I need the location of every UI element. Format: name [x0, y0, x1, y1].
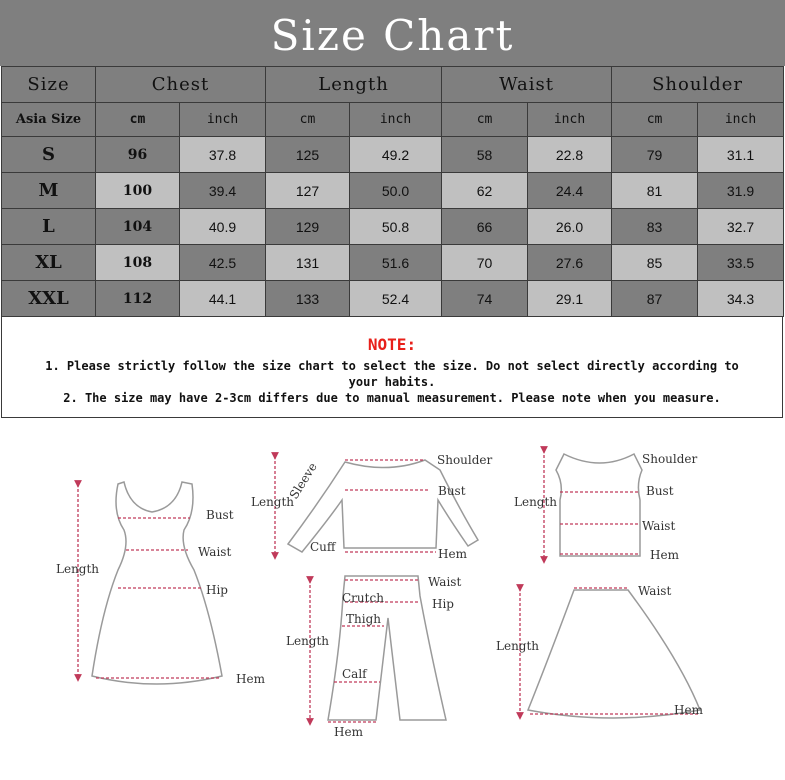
header-size: Size — [2, 67, 96, 103]
pants-length-label: Length — [286, 634, 330, 648]
measurement-diagrams-svg — [0, 420, 785, 776]
cell-waist-cm: 66 — [442, 209, 528, 245]
top-cuff-label: Cuff — [310, 540, 336, 554]
table-row — [2, 281, 784, 317]
cell-length-cm: 129 — [266, 209, 350, 245]
cell-shoulder-cm: 79 — [612, 137, 698, 173]
cell-size: XXL — [2, 281, 96, 317]
pants-thigh-label: Thigh — [346, 612, 381, 626]
cell-waist-cm: 70 — [442, 245, 528, 281]
cell-length-cm: 133 — [266, 281, 350, 317]
cell-chest-inch: 44.1 — [180, 281, 266, 317]
cell-length-inch: 52.4 — [350, 281, 442, 317]
cell-shoulder-inch: 31.1 — [698, 137, 784, 173]
dress-hip-label: Hip — [206, 583, 228, 597]
cell-length-inch: 50.8 — [350, 209, 442, 245]
cell-waist-inch: 29.1 — [528, 281, 612, 317]
cell-chest-inch: 39.4 — [180, 173, 266, 209]
subheader-unit: inch — [350, 103, 442, 137]
tank-outline — [556, 454, 642, 556]
tank-hem-label: Hem — [650, 548, 679, 562]
cell-shoulder-cm: 83 — [612, 209, 698, 245]
cell-length-cm: 131 — [266, 245, 350, 281]
table-subheader-row — [2, 103, 784, 137]
cell-length-cm: 127 — [266, 173, 350, 209]
page-title: Size Chart — [0, 0, 785, 66]
cell-size: XL — [2, 245, 96, 281]
table-row — [2, 137, 784, 173]
cell-shoulder-inch: 34.3 — [698, 281, 784, 317]
dress-waist-label: Waist — [198, 545, 232, 559]
pants-crutch-label: Crutch — [342, 591, 384, 605]
cell-length-inch: 51.6 — [350, 245, 442, 281]
pants-hip-label: Hip — [432, 597, 454, 611]
subheader-unit: inch — [698, 103, 784, 137]
dress-bust-label: Bust — [206, 508, 234, 522]
cell-waist-inch: 26.0 — [528, 209, 612, 245]
cell-shoulder-cm: 85 — [612, 245, 698, 281]
cell-waist-cm: 58 — [442, 137, 528, 173]
skirt-outline — [528, 590, 700, 718]
tank-length-label: Length — [514, 495, 558, 509]
subheader-unit: cm — [442, 103, 528, 137]
cell-shoulder-cm: 81 — [612, 173, 698, 209]
cell-size: S — [2, 137, 96, 173]
dress-hem-label: Hem — [236, 672, 265, 686]
header-chest: Chest — [96, 67, 266, 103]
subheader-unit: inch — [180, 103, 266, 137]
cell-length-cm: 125 — [266, 137, 350, 173]
note-line-1-cont: your habits. — [348, 375, 436, 389]
pants-waist-label: Waist — [428, 575, 462, 589]
cell-chest-inch: 37.8 — [180, 137, 266, 173]
dress-outline — [92, 482, 222, 684]
size-chart-table — [1, 66, 784, 317]
cell-chest-cm: 104 — [96, 209, 180, 245]
table-row — [2, 245, 784, 281]
top-outline — [288, 460, 478, 552]
cell-chest-cm: 96 — [96, 137, 180, 173]
top-shoulder-label: Shoulder — [437, 453, 493, 467]
cell-shoulder-inch: 31.9 — [698, 173, 784, 209]
cell-waist-inch: 24.4 — [528, 173, 612, 209]
cell-chest-inch: 42.5 — [180, 245, 266, 281]
cell-chest-cm: 100 — [96, 173, 180, 209]
top-sleeve-label: Sleeve — [286, 460, 320, 502]
measurement-diagrams — [0, 420, 785, 776]
tank-bust-label: Bust — [646, 484, 674, 498]
cell-size: M — [2, 173, 96, 209]
note-line-2: 2. The size may have 2-3cm differs due to manual measurement. Please note when you measure. — [63, 391, 721, 405]
cell-waist-inch: 22.8 — [528, 137, 612, 173]
subheader-unit: cm — [612, 103, 698, 137]
cell-chest-cm: 112 — [96, 281, 180, 317]
cell-length-inch: 50.0 — [350, 173, 442, 209]
cell-shoulder-inch: 32.7 — [698, 209, 784, 245]
tank-shoulder-label: Shoulder — [642, 452, 698, 466]
header-shoulder: Shoulder — [612, 67, 784, 103]
note-line-1: 1. Please strictly follow the size chart to select the size. Do not select directly according to — [45, 359, 739, 373]
cell-length-inch: 49.2 — [350, 137, 442, 173]
pants-hem-label: Hem — [334, 725, 363, 739]
subheader-unit: cm — [96, 103, 180, 137]
top-length-label: Length — [251, 495, 295, 509]
top-bust-label: Bust — [438, 484, 466, 498]
table-row — [2, 209, 784, 245]
header-waist: Waist — [442, 67, 612, 103]
note-box — [1, 316, 783, 418]
subheader-unit: cm — [266, 103, 350, 137]
cell-chest-inch: 40.9 — [180, 209, 266, 245]
cell-shoulder-cm: 87 — [612, 281, 698, 317]
skirt-hem-label: Hem — [674, 703, 703, 717]
table-row — [2, 173, 784, 209]
cell-waist-cm: 74 — [442, 281, 528, 317]
subheader-unit: inch — [528, 103, 612, 137]
pants-calf-label: Calf — [342, 667, 367, 681]
cell-waist-cm: 62 — [442, 173, 528, 209]
note-title: NOTE: — [367, 335, 417, 354]
table-header-row — [2, 67, 784, 103]
top-hem-label: Hem — [438, 547, 467, 561]
cell-shoulder-inch: 33.5 — [698, 245, 784, 281]
skirt-waist-label: Waist — [638, 584, 672, 598]
cell-chest-cm: 108 — [96, 245, 180, 281]
skirt-length-label: Length — [496, 639, 540, 653]
cell-size: L — [2, 209, 96, 245]
cell-waist-inch: 27.6 — [528, 245, 612, 281]
subheader-asia-size: Asia Size — [2, 103, 96, 137]
dress-length-label: Length — [56, 562, 100, 576]
tank-waist-label: Waist — [642, 519, 676, 533]
header-length: Length — [266, 67, 442, 103]
